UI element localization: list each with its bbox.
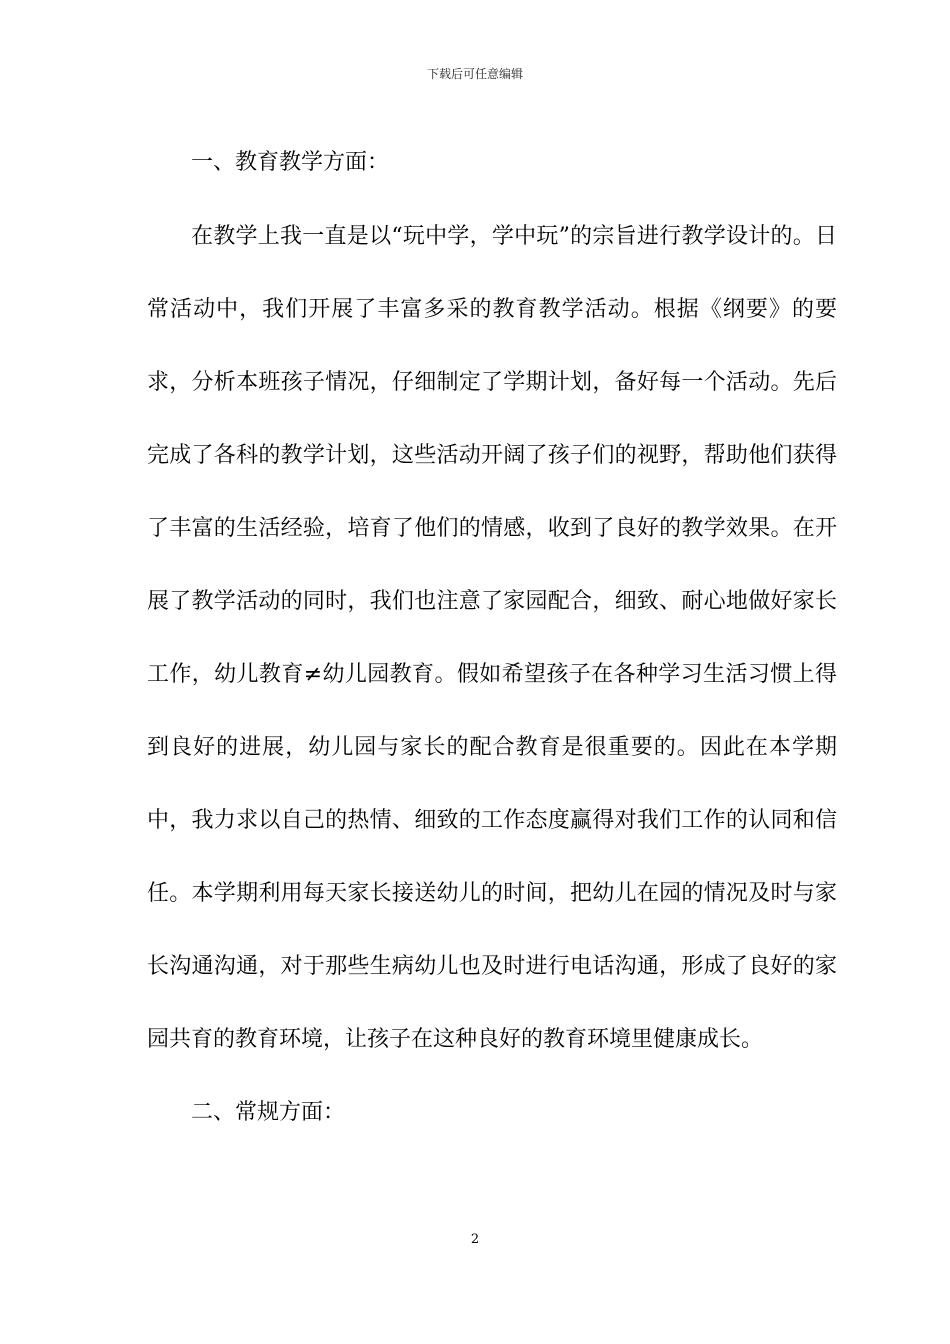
page-number: 2 bbox=[470, 1232, 480, 1247]
section-heading-routine: 二、常规方面： bbox=[191, 1100, 346, 1125]
section-heading-education: 一、教育教学方面： bbox=[191, 150, 390, 175]
section-paragraph-education: 在教学上我一直是以“玩中学，学中玩”的宗旨进行教学设计的。日常活动中，我们开展了丰富多采的教育教学活动。根据《纲要》的要求，分析本班孩子情况，仔细制定了学期计划，备好每一个活动。先后完成了各科的教学计划，这些活动开阔了孩子们的视野，帮助他们获得了丰富的生活经验，培育了他们的情感，收到了良好的教学效果。在开展了教学活动的同时，我们也注意了家园配合，细致、耐心地做好家长工作，幼儿教育≠幼儿园教育。假如希望孩子在各种学习生活习惯上得到良好的进展，幼儿园与家长的配合教育是很重要的。因此在本学期中，我力求以自己的热情、细致的工作态度赢得对我们工作的认同和信任。本学期利用每天家长接送幼儿的时间，把幼儿在园的情况及时与家长沟通沟通，对于那些生病幼儿也及时进行电话沟通，形成了良好的家园共育的教育环境，让孩子在这种良好的教育环境里健康成长。 bbox=[147, 224, 837, 1052]
document-body bbox=[147, 126, 837, 1150]
page-header: 下载后可任意编辑 bbox=[426, 67, 523, 81]
